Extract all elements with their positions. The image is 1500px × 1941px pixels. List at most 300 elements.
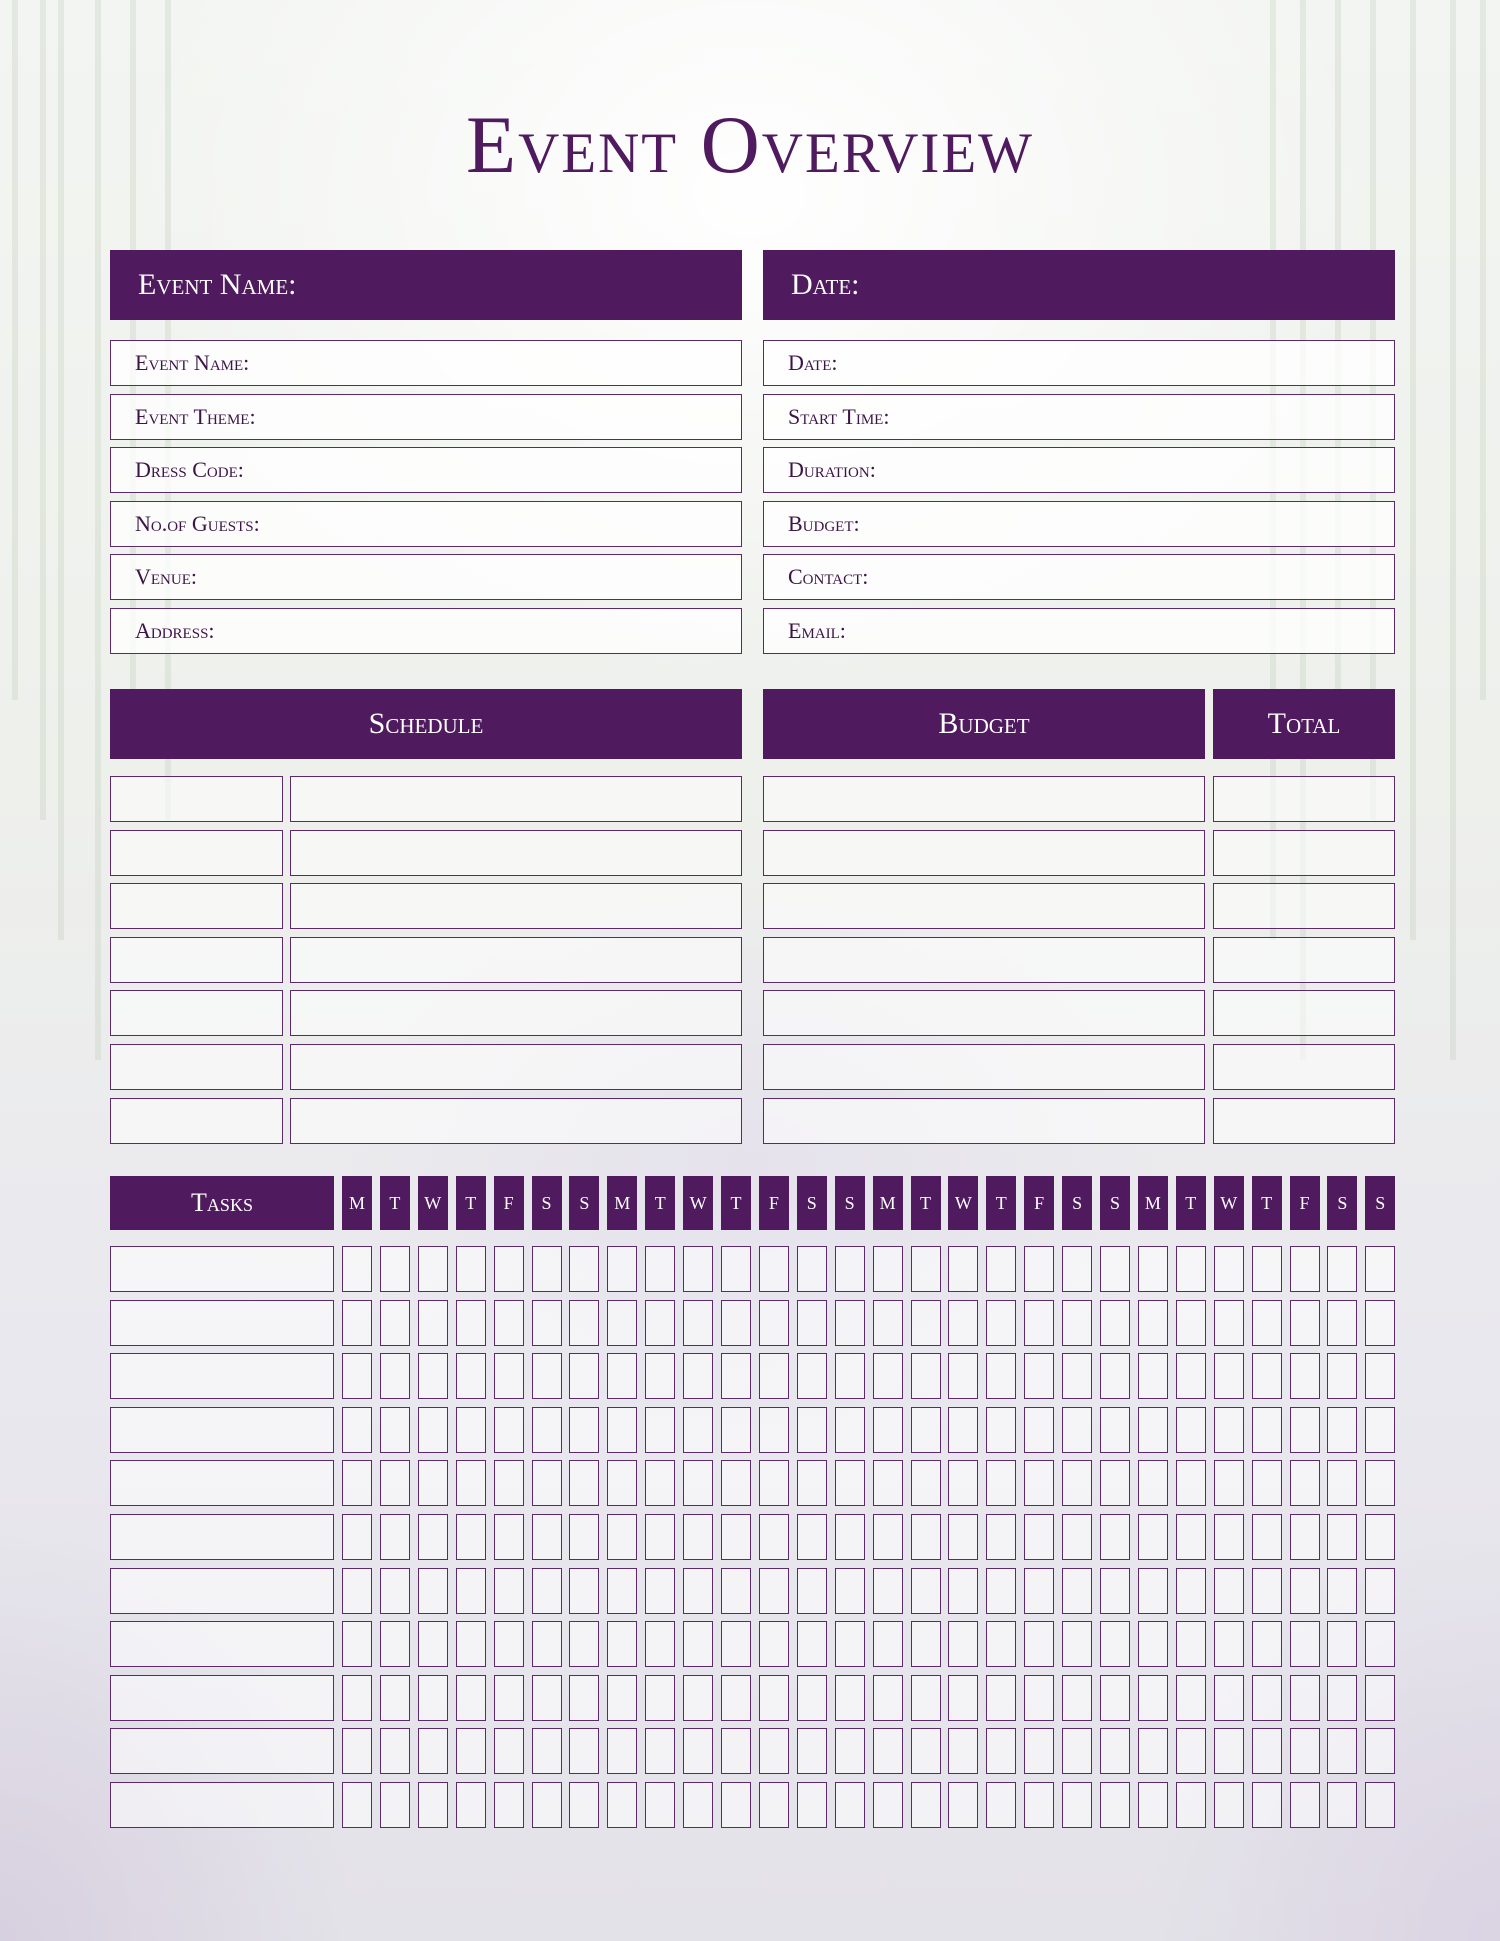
task-checkbox[interactable]: [607, 1728, 637, 1774]
task-checkbox[interactable]: [645, 1514, 675, 1560]
task-checkbox[interactable]: [835, 1568, 865, 1614]
task-checkbox[interactable]: [1252, 1407, 1282, 1453]
task-checkbox[interactable]: [986, 1568, 1016, 1614]
task-checkbox[interactable]: [380, 1782, 410, 1828]
task-checkbox[interactable]: [1252, 1460, 1282, 1506]
task-checkbox[interactable]: [1290, 1353, 1320, 1399]
task-checkbox[interactable]: [1100, 1514, 1130, 1560]
task-checkbox[interactable]: [986, 1621, 1016, 1667]
task-checkbox[interactable]: [1327, 1460, 1357, 1506]
task-checkbox[interactable]: [1365, 1568, 1395, 1614]
task-checkbox[interactable]: [342, 1675, 372, 1721]
task-checkbox[interactable]: [683, 1728, 713, 1774]
task-checkbox[interactable]: [797, 1514, 827, 1560]
task-checkbox[interactable]: [342, 1728, 372, 1774]
task-checkbox[interactable]: [1327, 1407, 1357, 1453]
task-checkbox[interactable]: [797, 1728, 827, 1774]
task-checkbox[interactable]: [873, 1353, 903, 1399]
task-checkbox[interactable]: [494, 1353, 524, 1399]
task-checkbox[interactable]: [532, 1353, 562, 1399]
task-checkbox[interactable]: [759, 1621, 789, 1667]
task-checkbox[interactable]: [380, 1407, 410, 1453]
task-checkbox[interactable]: [835, 1675, 865, 1721]
task-checkbox[interactable]: [1214, 1728, 1244, 1774]
task-checkbox[interactable]: [759, 1782, 789, 1828]
task-checkbox[interactable]: [1252, 1353, 1282, 1399]
task-checkbox[interactable]: [835, 1782, 865, 1828]
task-checkbox[interactable]: [1100, 1353, 1130, 1399]
task-checkbox[interactable]: [1290, 1514, 1320, 1560]
task-checkbox[interactable]: [1214, 1353, 1244, 1399]
task-checkbox[interactable]: [759, 1353, 789, 1399]
task-checkbox[interactable]: [1290, 1782, 1320, 1828]
task-checkbox[interactable]: [797, 1675, 827, 1721]
task-name-cell[interactable]: [110, 1353, 334, 1399]
task-checkbox[interactable]: [1176, 1621, 1206, 1667]
task-checkbox[interactable]: [607, 1460, 637, 1506]
total-cell[interactable]: [1213, 883, 1395, 929]
task-checkbox[interactable]: [835, 1353, 865, 1399]
task-checkbox[interactable]: [1100, 1728, 1130, 1774]
task-checkbox[interactable]: [721, 1407, 751, 1453]
task-name-cell[interactable]: [110, 1246, 334, 1292]
task-checkbox[interactable]: [948, 1460, 978, 1506]
task-checkbox[interactable]: [911, 1407, 941, 1453]
task-checkbox[interactable]: [1365, 1621, 1395, 1667]
task-checkbox[interactable]: [948, 1728, 978, 1774]
task-checkbox[interactable]: [1138, 1300, 1168, 1346]
task-checkbox[interactable]: [569, 1407, 599, 1453]
task-checkbox[interactable]: [456, 1621, 486, 1667]
task-checkbox[interactable]: [380, 1246, 410, 1292]
task-checkbox[interactable]: [835, 1246, 865, 1292]
task-checkbox[interactable]: [1214, 1782, 1244, 1828]
schedule-activity-cell[interactable]: [290, 1098, 742, 1144]
task-checkbox[interactable]: [1100, 1675, 1130, 1721]
task-checkbox[interactable]: [1252, 1514, 1282, 1560]
task-checkbox[interactable]: [532, 1782, 562, 1828]
task-checkbox[interactable]: [645, 1300, 675, 1346]
task-checkbox[interactable]: [759, 1675, 789, 1721]
task-checkbox[interactable]: [873, 1568, 903, 1614]
task-name-cell[interactable]: [110, 1675, 334, 1721]
date-field[interactable]: Start Time:: [763, 394, 1395, 440]
task-checkbox[interactable]: [948, 1300, 978, 1346]
task-checkbox[interactable]: [1365, 1514, 1395, 1560]
schedule-time-cell[interactable]: [110, 830, 283, 876]
task-checkbox[interactable]: [456, 1568, 486, 1614]
task-checkbox[interactable]: [797, 1460, 827, 1506]
task-checkbox[interactable]: [456, 1460, 486, 1506]
task-checkbox[interactable]: [532, 1407, 562, 1453]
task-checkbox[interactable]: [569, 1514, 599, 1560]
task-checkbox[interactable]: [494, 1246, 524, 1292]
task-checkbox[interactable]: [494, 1460, 524, 1506]
task-checkbox[interactable]: [1290, 1621, 1320, 1667]
task-checkbox[interactable]: [721, 1353, 751, 1399]
task-checkbox[interactable]: [494, 1514, 524, 1560]
task-checkbox[interactable]: [721, 1568, 751, 1614]
task-checkbox[interactable]: [683, 1514, 713, 1560]
task-checkbox[interactable]: [911, 1300, 941, 1346]
task-checkbox[interactable]: [1062, 1246, 1092, 1292]
task-checkbox[interactable]: [569, 1246, 599, 1292]
task-checkbox[interactable]: [342, 1460, 372, 1506]
task-checkbox[interactable]: [1327, 1782, 1357, 1828]
task-checkbox[interactable]: [645, 1460, 675, 1506]
budget-item-cell[interactable]: [763, 990, 1205, 1036]
schedule-time-cell[interactable]: [110, 990, 283, 1036]
task-checkbox[interactable]: [1214, 1407, 1244, 1453]
budget-item-cell[interactable]: [763, 937, 1205, 983]
task-checkbox[interactable]: [380, 1675, 410, 1721]
task-checkbox[interactable]: [797, 1246, 827, 1292]
task-checkbox[interactable]: [607, 1782, 637, 1828]
task-checkbox[interactable]: [1365, 1300, 1395, 1346]
task-checkbox[interactable]: [1327, 1568, 1357, 1614]
task-checkbox[interactable]: [1062, 1460, 1092, 1506]
task-checkbox[interactable]: [1062, 1300, 1092, 1346]
task-checkbox[interactable]: [456, 1514, 486, 1560]
task-checkbox[interactable]: [494, 1621, 524, 1667]
task-checkbox[interactable]: [948, 1621, 978, 1667]
task-checkbox[interactable]: [607, 1568, 637, 1614]
task-name-cell[interactable]: [110, 1460, 334, 1506]
task-checkbox[interactable]: [418, 1514, 448, 1560]
date-field[interactable]: Duration:: [763, 447, 1395, 493]
task-checkbox[interactable]: [797, 1568, 827, 1614]
task-checkbox[interactable]: [1062, 1675, 1092, 1721]
task-checkbox[interactable]: [797, 1782, 827, 1828]
task-checkbox[interactable]: [797, 1621, 827, 1667]
total-cell[interactable]: [1213, 1044, 1395, 1090]
task-checkbox[interactable]: [1214, 1246, 1244, 1292]
budget-item-cell[interactable]: [763, 776, 1205, 822]
task-checkbox[interactable]: [1176, 1675, 1206, 1721]
task-checkbox[interactable]: [797, 1300, 827, 1346]
task-checkbox[interactable]: [683, 1460, 713, 1506]
task-checkbox[interactable]: [532, 1246, 562, 1292]
task-checkbox[interactable]: [418, 1621, 448, 1667]
task-checkbox[interactable]: [342, 1353, 372, 1399]
task-checkbox[interactable]: [948, 1675, 978, 1721]
task-checkbox[interactable]: [645, 1675, 675, 1721]
task-checkbox[interactable]: [1327, 1300, 1357, 1346]
event-field[interactable]: Venue:: [110, 554, 742, 600]
task-checkbox[interactable]: [456, 1353, 486, 1399]
task-checkbox[interactable]: [1100, 1460, 1130, 1506]
task-checkbox[interactable]: [380, 1460, 410, 1506]
task-checkbox[interactable]: [342, 1568, 372, 1614]
task-checkbox[interactable]: [1100, 1782, 1130, 1828]
task-checkbox[interactable]: [342, 1621, 372, 1667]
date-field[interactable]: Contact:: [763, 554, 1395, 600]
task-checkbox[interactable]: [569, 1568, 599, 1614]
task-checkbox[interactable]: [1138, 1514, 1168, 1560]
task-checkbox[interactable]: [494, 1675, 524, 1721]
schedule-time-cell[interactable]: [110, 937, 283, 983]
task-checkbox[interactable]: [607, 1246, 637, 1292]
total-cell[interactable]: [1213, 1098, 1395, 1144]
task-checkbox[interactable]: [569, 1621, 599, 1667]
task-checkbox[interactable]: [645, 1353, 675, 1399]
task-checkbox[interactable]: [569, 1300, 599, 1346]
task-checkbox[interactable]: [873, 1782, 903, 1828]
task-checkbox[interactable]: [911, 1514, 941, 1560]
task-name-cell[interactable]: [110, 1621, 334, 1667]
task-checkbox[interactable]: [1327, 1353, 1357, 1399]
task-checkbox[interactable]: [683, 1407, 713, 1453]
task-checkbox[interactable]: [873, 1621, 903, 1667]
task-checkbox[interactable]: [1024, 1568, 1054, 1614]
task-checkbox[interactable]: [1176, 1514, 1206, 1560]
task-checkbox[interactable]: [1214, 1675, 1244, 1721]
task-checkbox[interactable]: [1100, 1246, 1130, 1292]
task-checkbox[interactable]: [1100, 1407, 1130, 1453]
task-checkbox[interactable]: [835, 1728, 865, 1774]
task-checkbox[interactable]: [986, 1514, 1016, 1560]
task-checkbox[interactable]: [911, 1675, 941, 1721]
schedule-time-cell[interactable]: [110, 776, 283, 822]
task-checkbox[interactable]: [342, 1300, 372, 1346]
task-checkbox[interactable]: [532, 1514, 562, 1560]
budget-item-cell[interactable]: [763, 1098, 1205, 1144]
task-checkbox[interactable]: [342, 1246, 372, 1292]
task-checkbox[interactable]: [1214, 1300, 1244, 1346]
task-checkbox[interactable]: [986, 1782, 1016, 1828]
task-checkbox[interactable]: [1024, 1246, 1054, 1292]
task-checkbox[interactable]: [607, 1300, 637, 1346]
task-checkbox[interactable]: [948, 1568, 978, 1614]
task-checkbox[interactable]: [532, 1621, 562, 1667]
event-field[interactable]: No.of Guests:: [110, 501, 742, 547]
task-checkbox[interactable]: [645, 1568, 675, 1614]
task-checkbox[interactable]: [948, 1514, 978, 1560]
task-checkbox[interactable]: [1138, 1353, 1168, 1399]
task-checkbox[interactable]: [418, 1728, 448, 1774]
schedule-time-cell[interactable]: [110, 883, 283, 929]
task-checkbox[interactable]: [759, 1728, 789, 1774]
task-checkbox[interactable]: [456, 1407, 486, 1453]
task-checkbox[interactable]: [835, 1514, 865, 1560]
task-checkbox[interactable]: [1365, 1460, 1395, 1506]
task-checkbox[interactable]: [645, 1782, 675, 1828]
task-checkbox[interactable]: [456, 1782, 486, 1828]
task-checkbox[interactable]: [1365, 1407, 1395, 1453]
task-checkbox[interactable]: [1024, 1782, 1054, 1828]
task-checkbox[interactable]: [1062, 1568, 1092, 1614]
task-checkbox[interactable]: [418, 1300, 448, 1346]
task-checkbox[interactable]: [721, 1460, 751, 1506]
task-checkbox[interactable]: [1290, 1407, 1320, 1453]
task-checkbox[interactable]: [418, 1675, 448, 1721]
task-checkbox[interactable]: [607, 1514, 637, 1560]
schedule-activity-cell[interactable]: [290, 937, 742, 983]
task-checkbox[interactable]: [380, 1621, 410, 1667]
task-checkbox[interactable]: [1252, 1300, 1282, 1346]
task-checkbox[interactable]: [532, 1675, 562, 1721]
task-checkbox[interactable]: [948, 1353, 978, 1399]
task-checkbox[interactable]: [835, 1621, 865, 1667]
schedule-activity-cell[interactable]: [290, 830, 742, 876]
task-checkbox[interactable]: [721, 1246, 751, 1292]
task-checkbox[interactable]: [1327, 1514, 1357, 1560]
task-checkbox[interactable]: [1138, 1782, 1168, 1828]
task-checkbox[interactable]: [607, 1353, 637, 1399]
task-checkbox[interactable]: [532, 1460, 562, 1506]
task-checkbox[interactable]: [835, 1407, 865, 1453]
task-checkbox[interactable]: [607, 1407, 637, 1453]
budget-item-cell[interactable]: [763, 830, 1205, 876]
task-checkbox[interactable]: [418, 1460, 448, 1506]
task-name-cell[interactable]: [110, 1407, 334, 1453]
task-checkbox[interactable]: [1024, 1300, 1054, 1346]
task-checkbox[interactable]: [683, 1621, 713, 1667]
task-checkbox[interactable]: [1290, 1460, 1320, 1506]
event-field[interactable]: Dress Code:: [110, 447, 742, 493]
task-checkbox[interactable]: [418, 1246, 448, 1292]
total-cell[interactable]: [1213, 830, 1395, 876]
task-checkbox[interactable]: [1176, 1782, 1206, 1828]
task-checkbox[interactable]: [1252, 1568, 1282, 1614]
task-checkbox[interactable]: [532, 1568, 562, 1614]
event-field[interactable]: Event Theme:: [110, 394, 742, 440]
task-checkbox[interactable]: [418, 1782, 448, 1828]
task-name-cell[interactable]: [110, 1568, 334, 1614]
task-checkbox[interactable]: [911, 1728, 941, 1774]
task-checkbox[interactable]: [1327, 1621, 1357, 1667]
task-checkbox[interactable]: [1365, 1675, 1395, 1721]
task-checkbox[interactable]: [797, 1407, 827, 1453]
task-checkbox[interactable]: [873, 1246, 903, 1292]
task-checkbox[interactable]: [1062, 1621, 1092, 1667]
task-checkbox[interactable]: [1214, 1460, 1244, 1506]
date-field[interactable]: Budget:: [763, 501, 1395, 547]
task-checkbox[interactable]: [1214, 1621, 1244, 1667]
task-checkbox[interactable]: [607, 1621, 637, 1667]
schedule-activity-cell[interactable]: [290, 883, 742, 929]
event-field[interactable]: Address:: [110, 608, 742, 654]
task-checkbox[interactable]: [1290, 1675, 1320, 1721]
task-checkbox[interactable]: [1327, 1675, 1357, 1721]
task-checkbox[interactable]: [1100, 1300, 1130, 1346]
task-checkbox[interactable]: [494, 1407, 524, 1453]
task-checkbox[interactable]: [1290, 1300, 1320, 1346]
task-checkbox[interactable]: [1290, 1728, 1320, 1774]
date-field[interactable]: Date:: [763, 340, 1395, 386]
task-checkbox[interactable]: [1138, 1568, 1168, 1614]
task-checkbox[interactable]: [948, 1407, 978, 1453]
task-checkbox[interactable]: [456, 1728, 486, 1774]
task-checkbox[interactable]: [569, 1460, 599, 1506]
task-checkbox[interactable]: [1176, 1300, 1206, 1346]
task-checkbox[interactable]: [759, 1246, 789, 1292]
date-field[interactable]: Email:: [763, 608, 1395, 654]
task-checkbox[interactable]: [1138, 1407, 1168, 1453]
task-checkbox[interactable]: [1365, 1353, 1395, 1399]
task-checkbox[interactable]: [873, 1407, 903, 1453]
task-checkbox[interactable]: [494, 1300, 524, 1346]
task-checkbox[interactable]: [721, 1300, 751, 1346]
task-checkbox[interactable]: [1138, 1621, 1168, 1667]
task-checkbox[interactable]: [986, 1353, 1016, 1399]
task-checkbox[interactable]: [456, 1246, 486, 1292]
task-checkbox[interactable]: [683, 1353, 713, 1399]
task-checkbox[interactable]: [1062, 1407, 1092, 1453]
task-checkbox[interactable]: [1365, 1728, 1395, 1774]
task-checkbox[interactable]: [1138, 1460, 1168, 1506]
task-checkbox[interactable]: [418, 1568, 448, 1614]
task-name-cell[interactable]: [110, 1300, 334, 1346]
task-checkbox[interactable]: [1062, 1782, 1092, 1828]
task-checkbox[interactable]: [1062, 1514, 1092, 1560]
task-checkbox[interactable]: [683, 1675, 713, 1721]
task-checkbox[interactable]: [911, 1246, 941, 1292]
task-checkbox[interactable]: [1176, 1353, 1206, 1399]
task-checkbox[interactable]: [873, 1728, 903, 1774]
task-checkbox[interactable]: [986, 1246, 1016, 1292]
task-checkbox[interactable]: [645, 1728, 675, 1774]
task-checkbox[interactable]: [418, 1353, 448, 1399]
task-checkbox[interactable]: [986, 1300, 1016, 1346]
task-checkbox[interactable]: [380, 1300, 410, 1346]
task-checkbox[interactable]: [1176, 1728, 1206, 1774]
task-checkbox[interactable]: [1214, 1568, 1244, 1614]
task-checkbox[interactable]: [1252, 1728, 1282, 1774]
task-checkbox[interactable]: [948, 1246, 978, 1292]
task-checkbox[interactable]: [380, 1353, 410, 1399]
schedule-activity-cell[interactable]: [290, 990, 742, 1036]
task-checkbox[interactable]: [873, 1675, 903, 1721]
task-checkbox[interactable]: [1024, 1675, 1054, 1721]
task-checkbox[interactable]: [1252, 1246, 1282, 1292]
task-checkbox[interactable]: [456, 1675, 486, 1721]
task-checkbox[interactable]: [645, 1246, 675, 1292]
task-checkbox[interactable]: [1100, 1621, 1130, 1667]
task-checkbox[interactable]: [1024, 1460, 1054, 1506]
task-checkbox[interactable]: [835, 1460, 865, 1506]
task-checkbox[interactable]: [342, 1782, 372, 1828]
task-checkbox[interactable]: [1100, 1568, 1130, 1614]
task-checkbox[interactable]: [569, 1675, 599, 1721]
task-name-cell[interactable]: [110, 1514, 334, 1560]
task-checkbox[interactable]: [986, 1675, 1016, 1721]
task-checkbox[interactable]: [569, 1782, 599, 1828]
task-checkbox[interactable]: [1024, 1621, 1054, 1667]
task-name-cell[interactable]: [110, 1782, 334, 1828]
task-checkbox[interactable]: [721, 1514, 751, 1560]
task-checkbox[interactable]: [911, 1621, 941, 1667]
event-field[interactable]: Event Name:: [110, 340, 742, 386]
task-checkbox[interactable]: [569, 1728, 599, 1774]
task-checkbox[interactable]: [1138, 1728, 1168, 1774]
task-checkbox[interactable]: [418, 1407, 448, 1453]
task-checkbox[interactable]: [569, 1353, 599, 1399]
task-checkbox[interactable]: [532, 1300, 562, 1346]
task-checkbox[interactable]: [1062, 1728, 1092, 1774]
task-checkbox[interactable]: [645, 1621, 675, 1667]
task-checkbox[interactable]: [873, 1300, 903, 1346]
task-checkbox[interactable]: [1290, 1568, 1320, 1614]
task-checkbox[interactable]: [1138, 1675, 1168, 1721]
task-checkbox[interactable]: [532, 1728, 562, 1774]
task-checkbox[interactable]: [1327, 1728, 1357, 1774]
task-checkbox[interactable]: [873, 1514, 903, 1560]
task-checkbox[interactable]: [494, 1782, 524, 1828]
total-cell[interactable]: [1213, 937, 1395, 983]
task-checkbox[interactable]: [342, 1407, 372, 1453]
task-checkbox[interactable]: [797, 1353, 827, 1399]
